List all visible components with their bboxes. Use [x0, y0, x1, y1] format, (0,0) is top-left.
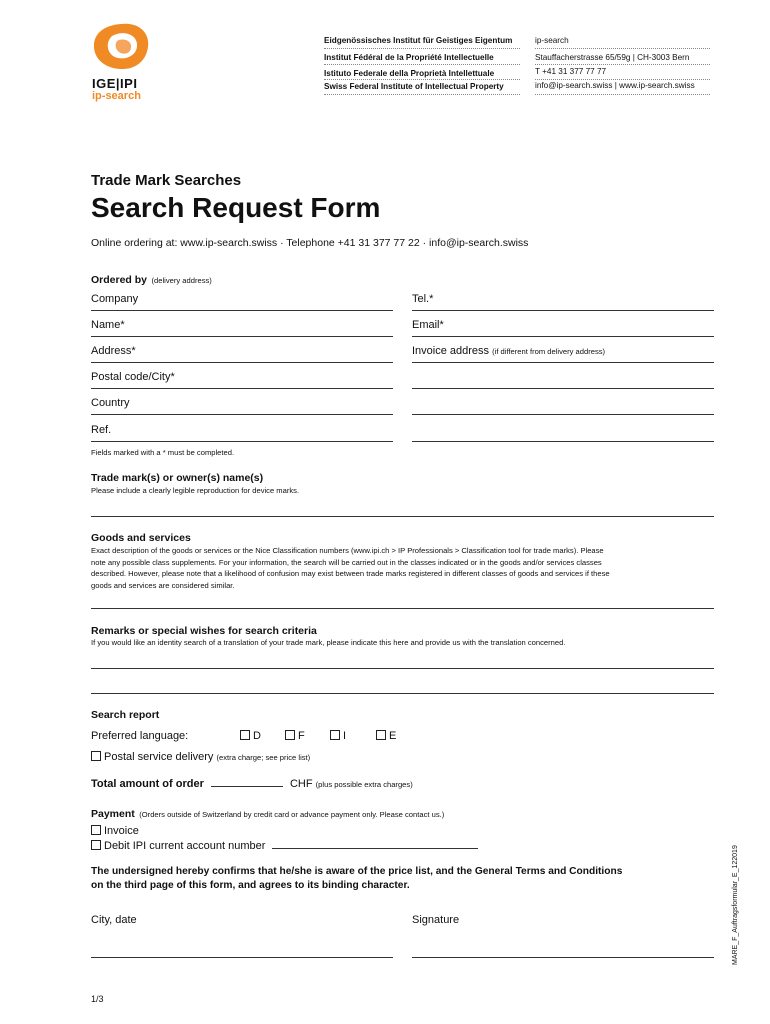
postal-field[interactable] [91, 388, 393, 389]
header-divider [324, 64, 520, 65]
institute-de: Eidgenössisches Institut für Geistiges Eigentum [324, 36, 513, 45]
debit-account-field[interactable] [272, 839, 478, 849]
goods-heading: Goods and services [91, 532, 191, 544]
required-note: Fields marked with a * must be completed. [91, 448, 235, 457]
trademark-heading: Trade mark(s) or owner(s) name(s) [91, 472, 264, 484]
institute-en: Swiss Federal Institute of Intellectual Property [324, 82, 504, 91]
header-divider [535, 64, 710, 65]
company-label: Company [91, 293, 139, 305]
confirmation-text: The undersigned hereby confirms that he/she is aware of the price list, and the General Terms and Conditions on the third page of this form, and agrees to its binding character. [91, 866, 623, 891]
name-label: Name* [91, 319, 125, 331]
goods-field[interactable] [91, 608, 714, 609]
ordering-info: Online ordering at: www.ip-search.swiss · Telephone +41 31 377 77 22 · info@ip-search.swiss [91, 237, 529, 249]
contact-address: Stauffacherstrasse 65/59g | CH-3003 Bern [535, 53, 690, 62]
header-divider [324, 94, 520, 95]
language-checkbox-i[interactable]: I [330, 730, 346, 742]
city-date-field[interactable] [91, 957, 393, 958]
trademark-note: Please include a clearly legible reproduction for device marks. [91, 486, 300, 495]
invoice-checkbox[interactable]: Invoice [91, 825, 139, 837]
total-amount: Total amount of order CHF (plus possible extra charges) [91, 778, 413, 790]
form-title: Search Request Form [91, 192, 381, 223]
total-amount-field[interactable] [211, 777, 283, 787]
country-label: Country [91, 397, 130, 409]
language-checkbox-d[interactable]: D [240, 730, 261, 742]
remarks-note: If you would like an identity search of a translation of your trade mark, please indicate this here and provide us with the translation concerned. [91, 638, 566, 647]
logo-text-sub: ip-search [92, 90, 141, 102]
tel-label: Tel.* [412, 293, 434, 305]
ref-label: Ref. [91, 424, 112, 436]
preferred-language-label: Preferred language: [91, 730, 189, 742]
city-date-label: City, date [91, 914, 137, 926]
email-label: Email* [412, 319, 444, 331]
email-field[interactable] [412, 336, 714, 337]
debit-checkbox[interactable]: Debit IPI current account number [91, 839, 478, 852]
contact-name: ip-search [535, 36, 569, 45]
invoice-address-field[interactable] [412, 441, 714, 442]
invoice-address-field[interactable] [412, 362, 714, 363]
institute-fr: Institut Fédéral de la Propriété Intellectuelle [324, 53, 494, 62]
checkbox-icon [91, 751, 101, 761]
goods-description: Exact description of the goods or services or the Nice Classification numbers (www.ipi.ch > IP Professionals > Classification tool for trade marks). Please note any possible class supplements. For your information, the search will be carried out in the classes indicated or in the goods and/or services classes described. However, please note that a likelihood of confusion may exist between trade marks registered in different classes of goods and services if these goods and services are considered similar. [91, 546, 610, 590]
header-divider [535, 48, 710, 49]
ref-field[interactable] [91, 441, 393, 442]
remarks-field[interactable] [91, 693, 714, 694]
address-field[interactable] [91, 362, 393, 363]
remarks-field[interactable] [91, 668, 714, 669]
tel-field[interactable] [412, 310, 714, 311]
trademark-field[interactable] [91, 516, 714, 517]
invoice-address-label: Invoice address (if different from delivery address) [412, 345, 606, 357]
form-code: MARE_F_Auftragsformular_E_122019 [732, 845, 739, 965]
invoice-address-field[interactable] [412, 414, 714, 415]
header-divider [535, 79, 710, 80]
checkbox-icon [330, 730, 340, 740]
logo [84, 22, 154, 102]
language-checkbox-f[interactable]: F [285, 730, 305, 742]
invoice-address-field[interactable] [412, 388, 714, 389]
country-field[interactable] [91, 414, 393, 415]
remarks-heading: Remarks or special wishes for search criteria [91, 625, 317, 637]
checkbox-icon [91, 840, 101, 850]
company-field[interactable] [91, 310, 393, 311]
checkbox-icon [240, 730, 250, 740]
postal-label: Postal code/City* [91, 371, 175, 383]
payment-heading-row: Payment (Orders outside of Switzerland by credit card or advance payment only. Please contact us.) [91, 808, 445, 820]
checkbox-icon [91, 825, 101, 835]
ordered-by-heading: Ordered by (delivery address) [91, 274, 212, 286]
checkbox-icon [376, 730, 386, 740]
institute-it: Istituto Federale della Proprietà Intellettuale [324, 69, 495, 78]
address-label: Address* [91, 345, 136, 357]
checkbox-icon [285, 730, 295, 740]
logo-mark-icon [90, 22, 152, 72]
form-kicker: Trade Mark Searches [91, 172, 242, 189]
signature-field[interactable] [412, 957, 714, 958]
logo-text-main: IGE|IPI [92, 76, 138, 91]
page-number: 1/3 [91, 994, 104, 1004]
header-divider [324, 48, 520, 49]
contact-web: info@ip-search.swiss | www.ip-search.swiss [535, 81, 695, 90]
header-divider [535, 94, 710, 95]
header-divider [324, 79, 520, 80]
name-field[interactable] [91, 336, 393, 337]
postal-delivery-checkbox[interactable]: Postal service delivery (extra charge; see price list) [91, 751, 310, 763]
search-report-heading: Search report [91, 709, 160, 721]
language-checkbox-e[interactable]: E [376, 730, 396, 742]
contact-phone: T +41 31 377 77 77 [535, 67, 607, 76]
signature-label: Signature [412, 914, 460, 926]
